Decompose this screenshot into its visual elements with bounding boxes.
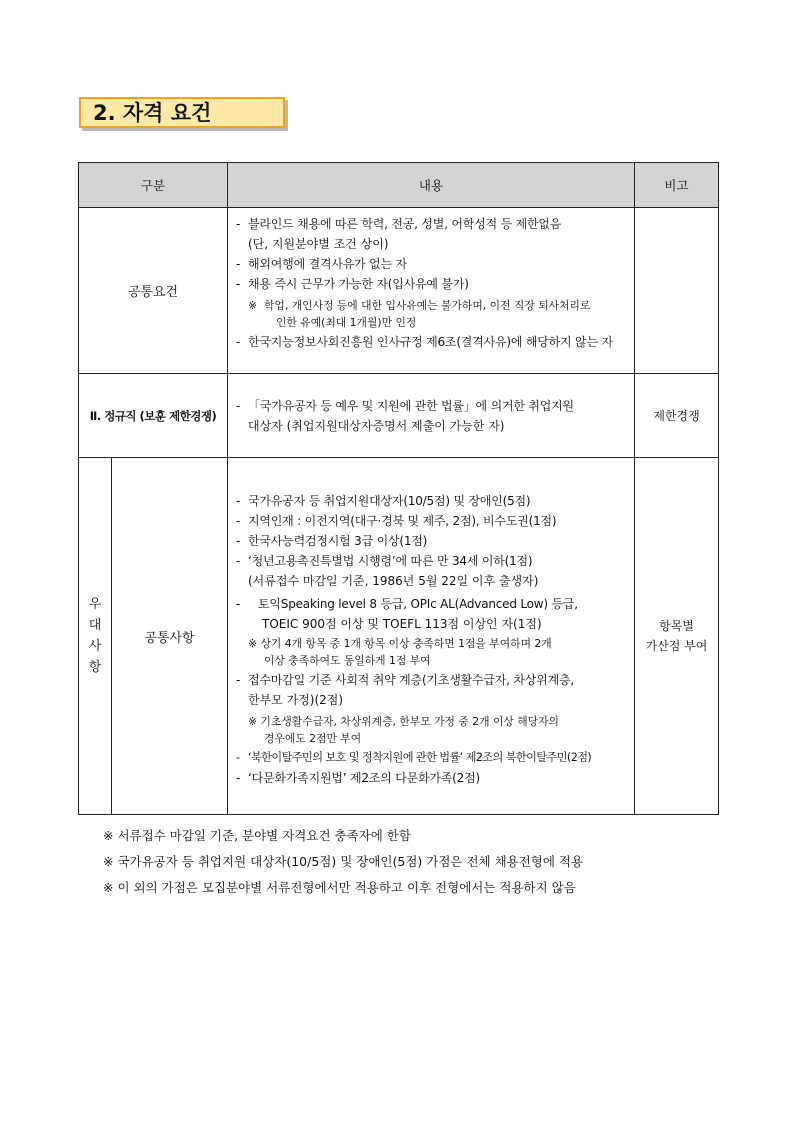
note-text: ※ 상기 4개 항목 중 1개 항목 이상 충족하면 1점을 부여하며 2개: [248, 637, 552, 650]
preference-remark: 항목별 가산점 부여: [635, 458, 719, 815]
regular-position-remark: 제한경쟁: [635, 374, 719, 458]
note-mark: ※: [248, 299, 258, 312]
preference-vertical-label: 우 대 사 항: [79, 458, 112, 815]
preference-content: [228, 458, 635, 815]
regular-position-row: [79, 374, 719, 458]
note-text: 인한 유예(최대 1개월)만 인정: [276, 316, 417, 329]
note-text: 학업, 개인사정 등에 대한 입사유예는 불가하며, 이전 직장 퇴사처리로: [264, 299, 591, 312]
list-item: - 토익Speaking level 8 등급, OPIc AL(Advanced Low) 등급,: [236, 597, 578, 611]
footnote: ※ 서류접수 마감일 기준, 분야별 자격요건 충족자에 한함: [103, 828, 411, 843]
note-text: ※ 기초생활수급자, 차상위계층, 한부모 가정 중 2개 이상 해당자의: [248, 715, 559, 728]
list-item: - 한국지능정보사회진흥원 인사규정 제6조(결격사유)에 해당하지 않는 자: [236, 335, 613, 349]
preference-label: 공통사항: [112, 458, 228, 815]
requirements-table: [78, 162, 719, 815]
footnote: ※ 이 외의 가점은 모집분야별 서류전형에서만 적용하고 이후 전형에서는 적용하지 않음: [103, 880, 576, 895]
list-item: - 블라인드 채용에 따른 학력, 전공, 성별, 어학성적 등 제한없음: [236, 217, 562, 231]
header-category: 구분: [79, 163, 228, 208]
list-item: - 「국가유공자 등 예우 및 지원에 관한 법률」에 의거한 취업지원: [236, 398, 574, 413]
list-item: - ‘북한이탈주민의 보호 및 정착지원에 관한 법률’ 제2조의 북한이탈주민(2점): [236, 751, 592, 764]
list-item: - 채용 즉시 근무가 가능한 자(입사유예 불가): [236, 277, 469, 291]
table-header-row: [79, 163, 719, 208]
note: [236, 635, 630, 669]
footnotes: [103, 823, 583, 901]
list-item: - ‘청년고용촉진특별법 시행령’에 따른 만 34세 이하(1점): [236, 554, 533, 568]
footnote: ※ 국가유공자 등 취업지원 대상자(10/5점) 및 장애인(5점) 가점은 전체 채용전형에 적용: [103, 854, 584, 869]
note-text: 경우에도 2점만 부여: [264, 732, 362, 745]
header-remark: 비고: [635, 163, 719, 208]
preference-row: [79, 458, 719, 815]
note-text: 이상 충족하여도 동일하게 1점 부여: [264, 654, 431, 667]
list-item: - 지역인재 : 이전지역(대구·경북 및 제주, 2점), 비수도권(1점): [236, 514, 557, 528]
regular-position-label: Ⅱ. 정규직 (보훈 제한경쟁): [79, 374, 228, 458]
list-item: - 국가유공자 등 취업지원대상자(10/5점) 및 장애인(5점): [236, 494, 531, 508]
list-item-continuation: 대상자 (취업지원대상자증명서 제출이 가능한 자): [248, 418, 505, 433]
list-item: - 한국사능력검정시험 3급 이상(1점): [236, 534, 428, 548]
common-requirements-row: [79, 208, 719, 374]
note: [236, 297, 630, 331]
list-item-continuation: 한부모 가정)(2점): [248, 693, 344, 707]
section-title: 2. 자격 요건: [79, 97, 285, 128]
list-item-continuation: (단, 지원분야별 조건 상이): [248, 237, 389, 251]
regular-position-content: [228, 374, 635, 458]
note: [236, 713, 630, 747]
common-requirements-content: [228, 208, 635, 374]
list-item: - ‘다문화가족지원법’ 제2조의 다문화가족(2점): [236, 771, 480, 785]
list-item: - 해외여행에 결격사유가 없는 자: [236, 257, 407, 271]
list-item-continuation: (서류접수 마감일 기준, 1986년 5월 22일 이후 출생자): [248, 574, 539, 588]
header-content: 내용: [228, 163, 635, 208]
common-requirements-label: 공통요건: [79, 208, 228, 374]
common-remark: [635, 208, 719, 374]
list-item: - 접수마감일 기준 사회적 취약 계층(기초생활수급자, 차상위계층,: [236, 673, 574, 687]
list-item-continuation: TOEIC 900점 이상 및 TOEFL 113점 이상인 자(1점): [262, 617, 542, 631]
